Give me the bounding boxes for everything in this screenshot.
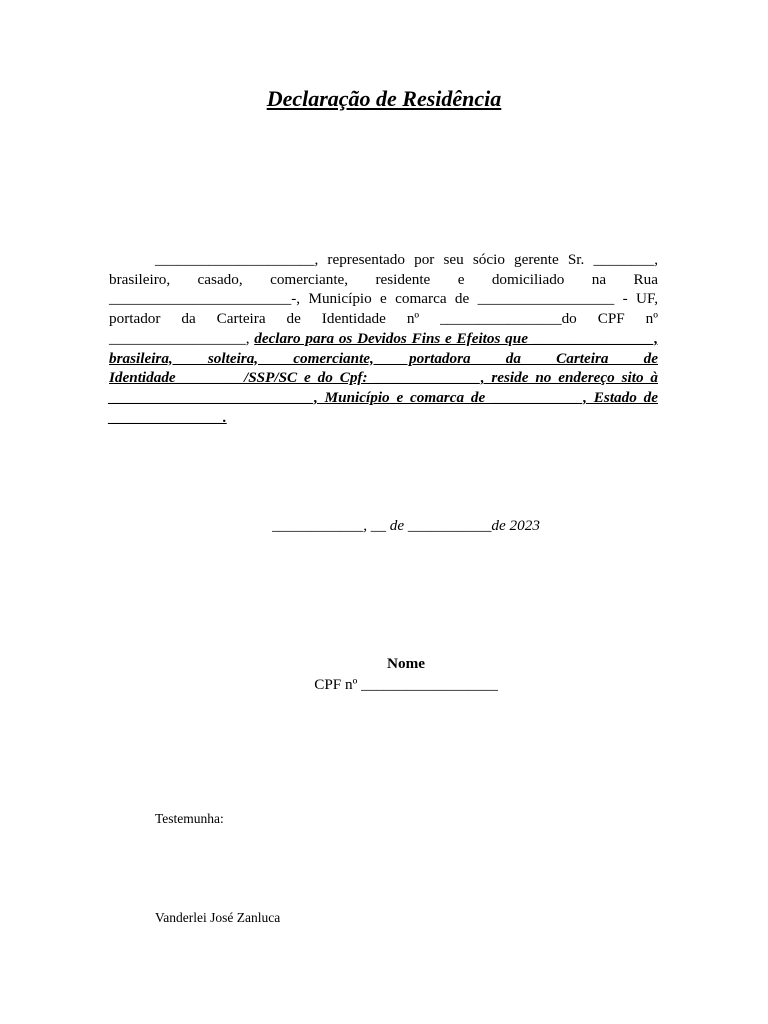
- signature-cpf: CPF nº __________________: [314, 676, 498, 693]
- document-title: Declaração de Residência: [266, 86, 502, 111]
- signature-block: [0, 653, 768, 695]
- signature-name: Nome: [387, 655, 425, 672]
- declaration-body: [109, 250, 658, 427]
- declaration-body-statement: declaro para os Devidos Fins e Efeitos que ________________, brasileira, solteira, comerciante, portadora da Carteira de Identidade_________/SSP/SC e do Cpf: ______________, reside no endereço sito à ___________________________, Município e comarca de ____________, Estado de _______________.: [109, 329, 658, 426]
- witness-name: Vanderlei José Zanluca: [155, 910, 281, 925]
- declaration-body-intro: _____________________, representado por seu sócio gerente Sr. ________, brasileiro, casado, comerciante, residente e domiciliado na Rua ________________________-, Município e comarca de __________________ - UF, portador da Carteira de Identidade nº ________________do CPF nº __________________,: [109, 251, 658, 347]
- witness-label: Testemunha:: [155, 811, 224, 826]
- date-line: ____________, __ de ___________de 2023: [272, 517, 540, 534]
